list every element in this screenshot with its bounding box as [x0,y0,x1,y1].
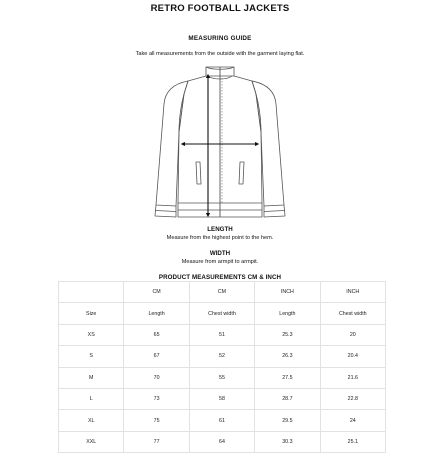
table-cell: 25.1 [320,431,385,452]
table-cell: 55 [189,367,254,388]
table-cell: 52 [189,346,254,367]
table-cell: CM [124,282,189,303]
table-cell: L [59,388,124,409]
table-cell: INCH [320,282,385,303]
table-cell: 21.6 [320,367,385,388]
table-cell: 67 [124,346,189,367]
table-cell: 20 [320,324,385,345]
width-heading: WIDTH [209,250,231,257]
table-cell: Chest width [189,303,254,324]
length-description: Measure from the highest point to the hem. [166,235,274,241]
table-row [59,346,386,367]
table-cell: 28.7 [255,388,320,409]
table-cell: 29.5 [255,410,320,431]
measurements-table [58,281,386,453]
table-cell: XS [59,324,124,345]
table-row [59,388,386,409]
table-cell: 27.5 [255,367,320,388]
measuring-instruction: Take all measurements from the outside with the garment laying flat. [135,51,305,57]
table-cell [59,282,124,303]
table-cell: 20.4 [320,346,385,367]
table-row [59,431,386,452]
length-heading: LENGTH [207,226,233,233]
table-row [59,367,386,388]
table-cell: 24 [320,410,385,431]
table-cell: 75 [124,410,189,431]
table-cell: XL [59,410,124,431]
table-cell: 64 [189,431,254,452]
page-title: RETRO FOOTBALL JACKETS [150,3,290,14]
unit-row [59,282,386,303]
table-cell: M [59,367,124,388]
table-cell: Length [255,303,320,324]
product-measurements-heading: PRODUCT MEASUREMENTS CM & INCH [158,274,282,281]
table-row [59,324,386,345]
jacket-outline [155,67,285,217]
table-cell: 70 [124,367,189,388]
table-cell: 30.3 [255,431,320,452]
table-cell: CM [189,282,254,303]
header-row [59,303,386,324]
table-cell: INCH [255,282,320,303]
table-cell: Size [59,303,124,324]
table-cell: Length [124,303,189,324]
table-cell: 58 [189,388,254,409]
table-cell: 25.3 [255,324,320,345]
table-cell: XXL [59,431,124,452]
table-cell: 77 [124,431,189,452]
table-cell: 65 [124,324,189,345]
measuring-guide-heading: MEASURING GUIDE [188,35,252,42]
table-cell: 22.8 [320,388,385,409]
table-cell: 73 [124,388,189,409]
table-cell: 51 [189,324,254,345]
table-row [59,410,386,431]
table-cell: Chest width [320,303,385,324]
width-description: Measure from armpit to armpit. [181,259,259,265]
table-cell: 61 [189,410,254,431]
jacket-diagram [150,64,290,226]
table-cell: S [59,346,124,367]
table-cell: 26.3 [255,346,320,367]
